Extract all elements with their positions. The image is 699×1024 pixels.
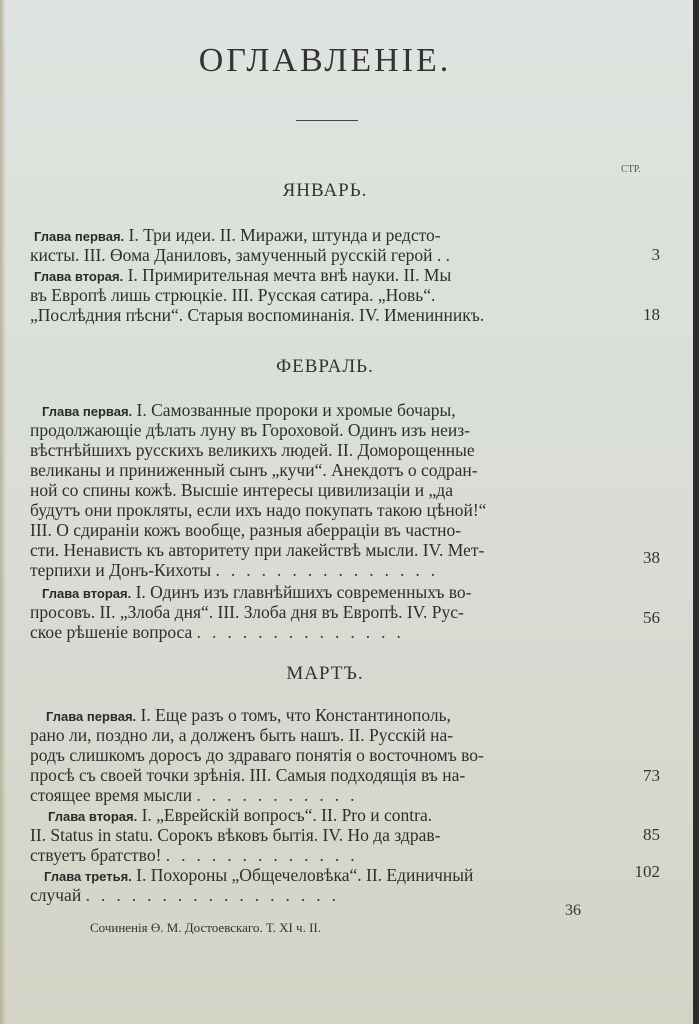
entry-text: III. О сдиранiи кожъ вообще, разныя аберрацiи въ частно- bbox=[30, 520, 462, 540]
page-number: 73 bbox=[643, 766, 660, 785]
chapter-label: Глава первая. bbox=[34, 229, 125, 244]
toc-entry[interactable] bbox=[30, 582, 600, 642]
entry-text: I. „Еврейскiй вопросъ“. II. Pro и contra. bbox=[141, 805, 433, 825]
chapter-label: Глава первая. bbox=[46, 709, 137, 724]
entry-text: „Послѣдния пѣсни“. Старыя воспоминанiя. IV. Именинникъ. bbox=[30, 305, 485, 325]
entry-text: случай bbox=[30, 885, 82, 905]
entry-text: I. Три идеи. II. Миражи, штунда и редсто- bbox=[128, 225, 441, 245]
toc-entry[interactable] bbox=[30, 865, 600, 905]
entry-text: стоящее время мысли bbox=[30, 785, 193, 805]
entry-text: II. Status in statu. Сорокъ вѣковъ бытiя. IV. Но да здрав- bbox=[30, 825, 441, 845]
chapter-label: Глава вторая. bbox=[48, 809, 138, 824]
page-column-label: СТР. bbox=[621, 164, 641, 175]
entry-text: ское рѣшенiе вопроса bbox=[30, 622, 193, 642]
page-number: 102 bbox=[634, 862, 660, 881]
toc-entry[interactable] bbox=[30, 400, 600, 580]
entry-text: ной со спины кожѣ. Высшiе интересы цивилизацiи и „да bbox=[30, 480, 453, 500]
folio-number: 36 bbox=[565, 902, 581, 919]
dot-leader: ................. bbox=[85, 885, 347, 905]
month-heading-february: ФЕВРАЛЬ. bbox=[276, 356, 374, 377]
chapter-label: Глава первая. bbox=[42, 404, 133, 419]
chapter-label: Глава вторая. bbox=[34, 269, 124, 284]
signature-line: Сочиненiя Ө. М. Достоевскаго. Т. XI ч. II. bbox=[90, 920, 321, 935]
page-number: 18 bbox=[643, 305, 660, 324]
entry-text: кисты. III. Өома Даниловъ, замученный русскiй герой . . bbox=[30, 245, 451, 265]
book-spine-edge bbox=[693, 0, 699, 1024]
entry-text: великаны и приниженный сынъ „кучи“. Анекдотъ о содран- bbox=[30, 460, 478, 480]
title-divider bbox=[296, 120, 358, 121]
toc-entry[interactable] bbox=[30, 705, 600, 805]
toc-entry[interactable] bbox=[30, 265, 600, 325]
entry-text: I. Примирительная мечта внѣ науки. II. Мы bbox=[127, 265, 452, 285]
page-edge-shadow bbox=[0, 0, 6, 1024]
page-title: ОГЛАВЛЕНIЕ. bbox=[198, 42, 452, 79]
entry-text: терпихи и Донъ-Кихоты bbox=[30, 560, 212, 580]
entry-text: родъ слишкомъ доросъ до здраваго понятiя о восточномъ во- bbox=[30, 745, 484, 765]
entry-text: продолжающiе дѣлать луну въ Гороховой. Одинъ изъ неиз- bbox=[30, 420, 470, 440]
entry-text: просовъ. II. „Злоба дня“. III. Злоба дня въ Европѣ. IV. Рус- bbox=[30, 602, 464, 622]
dot-leader: ............. bbox=[165, 845, 366, 865]
entry-text: вѣстнѣйшихъ русскихъ великихъ людей. II. Доморощенные bbox=[30, 440, 475, 460]
page-number: 38 bbox=[643, 548, 660, 567]
page-number: 56 bbox=[643, 608, 660, 627]
month-heading-january: ЯНВАРЬ. bbox=[282, 180, 368, 201]
entry-text: просѣ съ своей точки зрѣнiя. III. Самыя подходящiя въ на- bbox=[30, 765, 466, 785]
month-heading-march: МАРТЪ. bbox=[286, 663, 364, 684]
entry-text: I. Одинъ изъ главнѣйшихъ современныхъ во- bbox=[135, 582, 472, 602]
dot-leader: ............... bbox=[215, 560, 447, 580]
toc-entry[interactable] bbox=[30, 225, 600, 265]
entry-text: I. Похороны „Общечеловѣка“. II. Единичный bbox=[136, 865, 474, 885]
entry-text: будутъ они прокляты, если ихъ надо покупать такою цѣной!“ bbox=[30, 500, 487, 520]
entry-text: ствуетъ братство! bbox=[30, 845, 162, 865]
dot-leader: ........... bbox=[196, 785, 366, 805]
entry-text: I. Самозванные пророки и хромые бочары, bbox=[136, 400, 456, 420]
chapter-label: Глава третья. bbox=[44, 869, 132, 884]
chapter-label: Глава вторая. bbox=[42, 586, 132, 601]
dot-leader: .............. bbox=[196, 622, 412, 642]
entry-text: рано ли, поздно ли, а долженъ быть нашъ. II. Русскiй на- bbox=[30, 725, 454, 745]
entry-text: въ Европѣ лишь стрюцкiе. III. Русская сатира. „Новь“. bbox=[30, 285, 436, 305]
toc-entry[interactable] bbox=[30, 805, 600, 865]
page-number: 3 bbox=[651, 245, 660, 264]
entry-text: I. Еще разъ о томъ, что Константинополь, bbox=[140, 705, 451, 725]
page-number: 85 bbox=[643, 825, 660, 844]
entry-text: сти. Ненависть къ авторитету при лакействѣ мысли. IV. Мет- bbox=[30, 540, 485, 560]
